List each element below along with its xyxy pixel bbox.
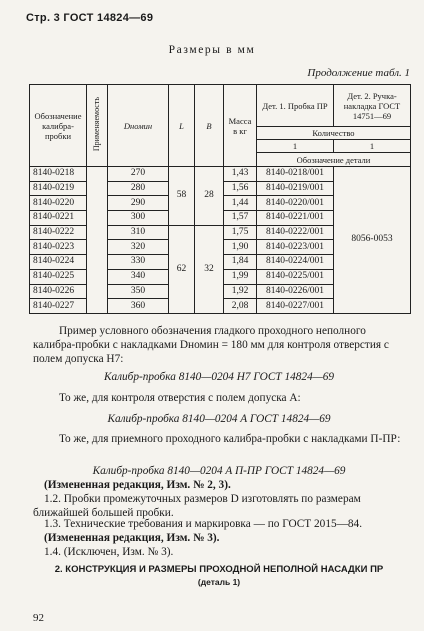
example-designation-2: Калибр-пробка 8140—0204 A ГОСТ 14824—69 <box>107 413 331 425</box>
table-row: 8140-0226 350 1,92 8140-0226/001 <box>30 284 411 299</box>
revision-note-2: (Измененная редакция, Изм. № 3). <box>44 532 220 544</box>
header-q1: 1 <box>257 140 334 153</box>
revision-note-1: (Измененная редакция, Изм. № 2, 3). <box>44 479 231 491</box>
header-parts-designation: Обозначение детали <box>257 153 411 167</box>
table-row: 8140-0219 280 1,56 8140-0219/001 <box>30 181 411 196</box>
table-row: 8140-0222 310 62 32 1,75 8140-0222/001 <box>30 225 411 240</box>
table-row: 8140-0224 330 1,84 8140-0224/001 <box>30 255 411 270</box>
page-number: 92 <box>33 612 44 624</box>
l-group1: 58 <box>169 167 195 226</box>
header-quantity: Количество <box>257 127 411 140</box>
b-group2: 32 <box>195 225 224 313</box>
header-applicability: Применяемость <box>87 85 108 167</box>
clause-1-4: 1.4. (Исключен, Изм. № 3). <box>44 546 174 558</box>
header-b: B <box>195 85 224 167</box>
header-part2: Дет. 2. Ручка-накладка ГОСТ 14751—69 <box>334 85 411 127</box>
table-row: 8140-0218 270 58 28 1,43 8140-0218/001 8056-0053 <box>30 167 411 182</box>
units-caption: Размеры в мм <box>168 44 256 56</box>
table-row: 8140-0225 340 1,99 8140-0225/001 <box>30 269 411 284</box>
table-row: 8140-0227 360 2,08 8140-0227/001 <box>30 299 411 314</box>
dimensions-table <box>29 84 411 314</box>
clause-1-2: 1.2. Пробки промежуточных размеров D изготовлять по размерам ближайшей большей пробки. <box>33 493 361 519</box>
page-header: Стр. 3 ГОСТ 14824—69 <box>26 12 154 24</box>
header-designation: Обозначение калибра-пробки <box>30 85 87 167</box>
clause-1-3: 1.3. Технические требования и маркировка — по ГОСТ 2015—84. <box>44 518 363 530</box>
b-group1: 28 <box>195 167 224 226</box>
header-l: L <box>169 85 195 167</box>
header-part1: Дет. 1. Пробка ПР <box>257 85 334 127</box>
section-title: 2. КОНСТРУКЦИЯ И РАЗМЕРЫ ПРОХОДНОЙ НЕПОЛНОЙ НАСАДКИ ПР (деталь 1) <box>54 564 384 587</box>
l-group2: 62 <box>169 225 195 313</box>
table-continuation-caption: Продолжение табл. 1 <box>307 67 410 79</box>
handle-code: 8056-0053 <box>334 167 411 314</box>
example-intro: Пример условного обозначения гладкого проходного неполного калибра-пробки с накладками Dномин = 180 мм для контроля отверстия с полем допуска H7: <box>33 325 389 365</box>
table-row: 8140-0221 300 1,57 8140-0221/001 <box>30 211 411 226</box>
table-row: 8140-0223 320 1,90 8140-0223/001 <box>30 240 411 255</box>
example-designation-1: Калибр-пробка 8140—0204 H7 ГОСТ 14824—69 <box>103 371 335 383</box>
example-designation-3: Калибр-пробка 8140—0204 A П-ПР ГОСТ 14824—69 <box>92 465 346 477</box>
header-mass: Масса в кг <box>224 85 257 167</box>
applicability-cell <box>87 167 108 314</box>
same-a-intro: То же, для контроля отверстия с полем допуска A: <box>59 392 301 404</box>
header-d-nom: Dномин <box>108 85 169 167</box>
same-pr-intro: То же, для приемного проходного калибра-пробки с накладками П-ПР: <box>59 433 401 445</box>
table-row: 8140-0220 290 1,44 8140-0220/001 <box>30 196 411 211</box>
header-q2: 1 <box>334 140 411 153</box>
